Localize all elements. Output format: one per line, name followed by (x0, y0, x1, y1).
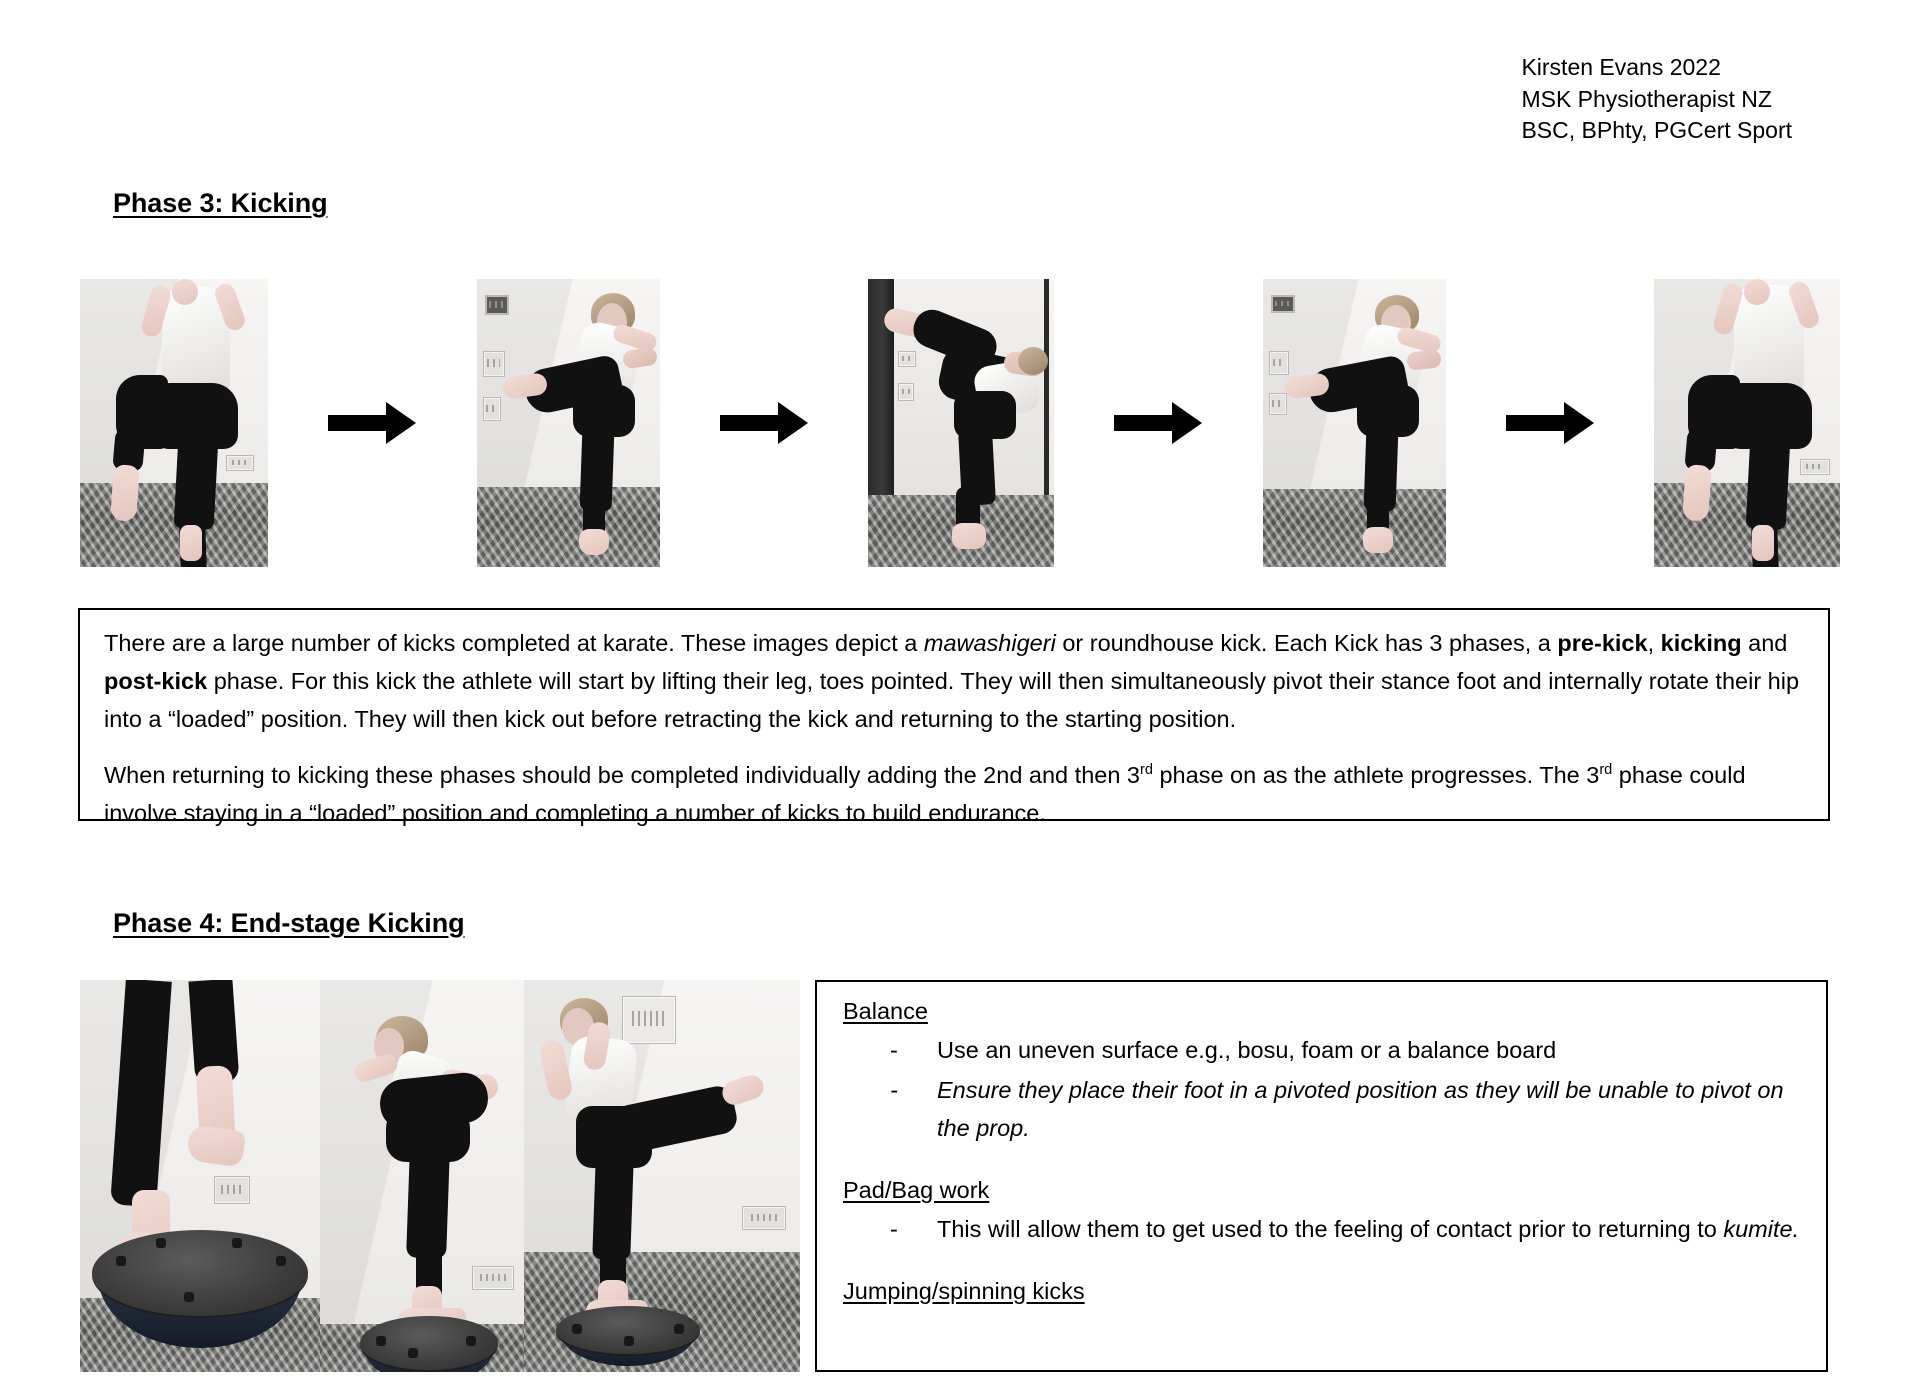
arrow-cell-2 (660, 400, 869, 446)
bullet-dash: - (890, 1077, 898, 1104)
next-step-arrow (720, 400, 808, 446)
wall-poster (622, 996, 676, 1044)
padbag-bullet-list (843, 1210, 1806, 1248)
next-step-arrow (1114, 400, 1202, 446)
photo-figure-head (1018, 347, 1048, 375)
p1-part4: and (1741, 630, 1788, 656)
photo-figure-lifted-foot (110, 464, 140, 522)
photo-retract-kick (1263, 279, 1446, 567)
balance-heading: Balance (843, 998, 928, 1024)
phase4-photo-group (80, 980, 800, 1372)
list-item-text: Use an uneven surface e.g., bosu, foam or a balance board (937, 1037, 1557, 1063)
bosu-bolt (184, 1292, 194, 1302)
photo-loaded-position (477, 279, 660, 567)
p2-part3: phase could involve staying in a “loaded” position and completing a number of kicks to build endurance. (104, 762, 1746, 827)
bosu-bolt (466, 1336, 476, 1346)
list-item-italic-kumite: kumite. (1723, 1216, 1800, 1243)
photo-bosu-foot-close (80, 980, 320, 1372)
phase3-paragraph-2 (104, 756, 1804, 832)
photo-bosu-kick-front (524, 980, 800, 1372)
bosu-bolt (408, 1348, 418, 1358)
light-switch-icon (1269, 351, 1289, 375)
jumping-heading: Jumping/spinning kicks (843, 1278, 1085, 1305)
wall-socket-icon (472, 1266, 514, 1290)
bosu-bolt (232, 1238, 242, 1248)
author-credit-block (1521, 52, 1792, 147)
padbag-heading: Pad/Bag work (843, 1177, 990, 1204)
bosu-bolt (116, 1256, 126, 1266)
phase3-description-box (78, 608, 1830, 827)
p1-part3: , (1647, 630, 1661, 656)
wall-socket-icon (1269, 393, 1287, 415)
author-role: MSK Physiotherapist NZ (1521, 85, 1772, 112)
wall-socket-icon (1800, 459, 1830, 475)
bullet-dash: - (890, 1216, 898, 1243)
wall-fixture-icon (485, 295, 509, 315)
bosu-bolt (674, 1324, 684, 1334)
p1-part1: There are a large number of kicks completed at karate. These images depict a (104, 630, 924, 656)
wall-socket-icon (226, 455, 254, 471)
author-name: Kirsten Evans 2022 (1521, 54, 1721, 80)
photo-figure-stance-foot (579, 529, 609, 555)
photo-figure-ankle (180, 525, 202, 561)
light-switch-icon (898, 383, 914, 401)
arrow-cell-1 (268, 400, 477, 446)
light-switch-icon (483, 351, 505, 377)
next-step-arrow (328, 400, 416, 446)
bosu-bolt (156, 1238, 166, 1248)
wall-socket-icon (742, 1206, 786, 1230)
phase3-heading: Phase 3: Kicking (113, 188, 328, 218)
photo-figure-fist (172, 279, 198, 305)
photo-floor (1263, 489, 1446, 567)
photo-floor (80, 483, 268, 567)
list-item-text: Ensure they place their foot in a pivoted position as they will be unable to pivot on the prop. (937, 1077, 1784, 1142)
photo-figure-stance-thigh (406, 1147, 450, 1258)
photo-figure-stance-foot (1363, 527, 1393, 553)
photo-bosu-kick-side (320, 980, 524, 1372)
p2-part1: When returning to kicking these phases should be completed individually adding the 2nd and then 3 (104, 762, 1140, 789)
wall-socket-icon (214, 1176, 250, 1204)
p1-part5: phase. For this kick the athlete will start by lifting their leg, toes pointed. They will then simultaneously pivot their stance foot and internally rotate their hip into a “loaded” position. They will then kick out before retracting the kick and returning to the starting position. (104, 668, 1800, 733)
list-item (843, 1071, 1806, 1147)
photo-kick-extended (868, 279, 1054, 567)
photo-knee-lift-front (80, 279, 268, 567)
p2-superscript-2: rd (1599, 762, 1613, 779)
bosu-bolt (572, 1324, 582, 1334)
p1-italic-mawashigeri: mawashigeri (923, 630, 1056, 656)
p2-superscript-1: rd (1140, 762, 1153, 779)
p1-part2: or roundhouse kick. Each Kick has 3 phases, a (1055, 630, 1558, 656)
photo-figure-lifted-foot (1682, 464, 1712, 522)
p1-bold-kicking: kicking (1660, 630, 1742, 656)
arrow-cell-3 (1054, 400, 1263, 446)
list-item (843, 1031, 1806, 1069)
bosu-bolt (376, 1336, 386, 1346)
p1-bold-postkick: post-kick (104, 668, 208, 695)
wall-socket-icon (898, 351, 916, 367)
p2-part2: phase on as the athlete progresses. The 3 (1152, 762, 1600, 789)
author-qualifications: BSC, BPhty, PGCert Sport (1521, 117, 1792, 144)
phase4-guidance-box (815, 980, 1828, 1372)
bosu-platform (92, 1230, 308, 1316)
bosu-bolt (276, 1256, 286, 1266)
list-item-text: This will allow them to get used to the feeling of contact prior to returning to (937, 1216, 1724, 1243)
arrow-cell-4 (1446, 400, 1655, 446)
phase4-heading: Phase 4: End-stage Kicking (113, 908, 465, 938)
photo-figure-stance-foot (952, 523, 986, 549)
photo-return-start (1654, 279, 1840, 567)
list-item (843, 1210, 1806, 1248)
wall-fixture-icon (1271, 295, 1295, 313)
photo-figure-ankle (1752, 525, 1774, 561)
wall-socket-icon (483, 397, 501, 421)
phase3-paragraph-1 (104, 624, 1804, 738)
photo-floor (477, 487, 660, 567)
next-step-arrow (1506, 400, 1594, 446)
photo-figure-fist (1744, 279, 1770, 305)
balance-bullet-list (843, 1031, 1806, 1147)
bullet-dash: - (890, 1037, 898, 1063)
p1-bold-prekick: pre-kick (1557, 630, 1648, 656)
bosu-bolt (624, 1336, 634, 1346)
phase3-photo-sequence (80, 247, 1840, 599)
